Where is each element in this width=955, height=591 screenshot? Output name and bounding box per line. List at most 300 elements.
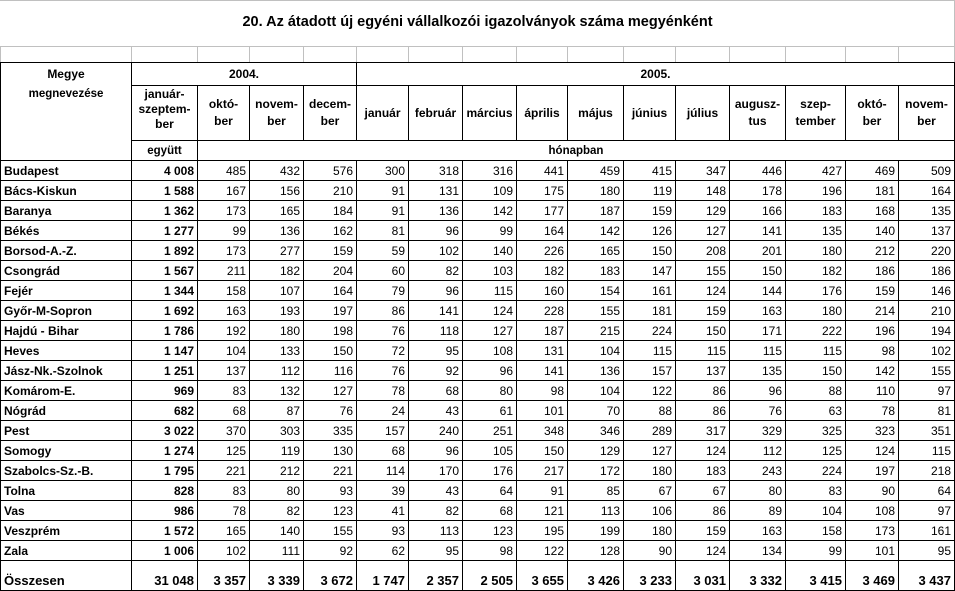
cell-value: 59 bbox=[357, 241, 409, 261]
cell-value: 348 bbox=[517, 421, 568, 441]
county-name: Vas bbox=[1, 501, 132, 521]
header-month-2005-6: július bbox=[676, 86, 730, 141]
cell-value: 177 bbox=[517, 201, 568, 221]
cell-value: 158 bbox=[786, 521, 846, 541]
county-name: Komárom-E. bbox=[1, 381, 132, 401]
cell-value: 160 bbox=[517, 281, 568, 301]
cell-value: 182 bbox=[517, 261, 568, 281]
table-row bbox=[1, 501, 955, 521]
table-row bbox=[1, 161, 955, 181]
spacer-cell bbox=[409, 561, 463, 572]
cell-value: 76 bbox=[357, 361, 409, 381]
summary-value: 3 426 bbox=[568, 571, 624, 591]
cell-value: 180 bbox=[568, 181, 624, 201]
summary-value: 3 672 bbox=[304, 571, 357, 591]
cell-value: 137 bbox=[676, 361, 730, 381]
county-total: 1 147 bbox=[132, 341, 198, 361]
cell-value: 163 bbox=[198, 301, 250, 321]
cell-value: 87 bbox=[250, 401, 304, 421]
cell-value: 150 bbox=[676, 321, 730, 341]
cell-value: 224 bbox=[786, 461, 846, 481]
cell-value: 70 bbox=[568, 401, 624, 421]
cell-value: 195 bbox=[517, 521, 568, 541]
cell-value: 323 bbox=[846, 421, 899, 441]
cell-value: 469 bbox=[846, 161, 899, 181]
cell-value: 432 bbox=[250, 161, 304, 181]
summary-value: 2 357 bbox=[409, 571, 463, 591]
cell-value: 125 bbox=[198, 441, 250, 461]
cell-value: 183 bbox=[676, 461, 730, 481]
cell-value: 150 bbox=[730, 261, 786, 281]
county-total: 1 588 bbox=[132, 181, 198, 201]
cell-value: 124 bbox=[676, 441, 730, 461]
cell-value: 104 bbox=[568, 341, 624, 361]
county-total: 1 692 bbox=[132, 301, 198, 321]
cell-value: 173 bbox=[198, 201, 250, 221]
cell-value: 78 bbox=[846, 401, 899, 421]
cell-value: 96 bbox=[409, 441, 463, 461]
cell-value: 222 bbox=[786, 321, 846, 341]
cell-value: 184 bbox=[304, 201, 357, 221]
cell-value: 197 bbox=[846, 461, 899, 481]
cell-value: 157 bbox=[624, 361, 676, 381]
spacer-cell bbox=[517, 561, 568, 572]
cell-value: 171 bbox=[730, 321, 786, 341]
cell-value: 509 bbox=[899, 161, 955, 181]
cell-value: 92 bbox=[409, 361, 463, 381]
cell-value: 106 bbox=[624, 501, 676, 521]
cell-value: 95 bbox=[409, 541, 463, 561]
summary-row bbox=[1, 571, 955, 591]
table-row bbox=[1, 241, 955, 261]
cell-value: 124 bbox=[676, 541, 730, 561]
cell-value: 176 bbox=[463, 461, 517, 481]
cell-value: 150 bbox=[304, 341, 357, 361]
table-row bbox=[1, 341, 955, 361]
cell-value: 182 bbox=[250, 261, 304, 281]
cell-value: 72 bbox=[357, 341, 409, 361]
county-name: Heves bbox=[1, 341, 132, 361]
county-name: Somogy bbox=[1, 441, 132, 461]
cell-value: 212 bbox=[846, 241, 899, 261]
cell-value: 64 bbox=[899, 481, 955, 501]
cell-value: 212 bbox=[250, 461, 304, 481]
table-row bbox=[1, 441, 955, 461]
cell-value: 168 bbox=[846, 201, 899, 221]
cell-value: 243 bbox=[730, 461, 786, 481]
county-name: Baranya bbox=[1, 201, 132, 221]
spacer-cell bbox=[198, 561, 250, 572]
cell-value: 208 bbox=[676, 241, 730, 261]
county-total: 1 362 bbox=[132, 201, 198, 221]
cell-value: 88 bbox=[624, 401, 676, 421]
cell-value: 115 bbox=[624, 341, 676, 361]
county-total: 828 bbox=[132, 481, 198, 501]
cell-value: 124 bbox=[846, 441, 899, 461]
summary-value: 1 747 bbox=[357, 571, 409, 591]
cell-value: 186 bbox=[899, 261, 955, 281]
cell-value: 193 bbox=[250, 301, 304, 321]
cell-value: 82 bbox=[409, 501, 463, 521]
county-name: Fejér bbox=[1, 281, 132, 301]
header-megnevezese: megnevezése bbox=[1, 86, 132, 141]
cell-value: 196 bbox=[846, 321, 899, 341]
header-month-2005-10: novem-ber bbox=[899, 86, 955, 141]
header-month-2005-5: június bbox=[624, 86, 676, 141]
cell-value: 180 bbox=[624, 521, 676, 541]
cell-value: 93 bbox=[304, 481, 357, 501]
cell-value: 277 bbox=[250, 241, 304, 261]
cell-value: 192 bbox=[198, 321, 250, 341]
cell-value: 108 bbox=[846, 501, 899, 521]
cell-value: 104 bbox=[568, 381, 624, 401]
cell-value: 217 bbox=[517, 461, 568, 481]
cell-value: 112 bbox=[250, 361, 304, 381]
cell-value: 83 bbox=[786, 481, 846, 501]
cell-value: 183 bbox=[786, 201, 846, 221]
cell-value: 156 bbox=[250, 181, 304, 201]
cell-value: 167 bbox=[198, 181, 250, 201]
cell-value: 81 bbox=[357, 221, 409, 241]
cell-value: 214 bbox=[846, 301, 899, 321]
cell-value: 154 bbox=[568, 281, 624, 301]
spacer-cell bbox=[304, 561, 357, 572]
table-row bbox=[1, 421, 955, 441]
cell-value: 346 bbox=[568, 421, 624, 441]
cell-value: 142 bbox=[846, 361, 899, 381]
cell-value: 150 bbox=[786, 361, 846, 381]
cell-value: 197 bbox=[304, 301, 357, 321]
cell-value: 93 bbox=[357, 521, 409, 541]
cell-value: 210 bbox=[304, 181, 357, 201]
cell-value: 39 bbox=[357, 481, 409, 501]
cell-value: 115 bbox=[899, 441, 955, 461]
cell-value: 95 bbox=[409, 341, 463, 361]
cell-value: 90 bbox=[846, 481, 899, 501]
county-total: 1 274 bbox=[132, 441, 198, 461]
cell-value: 370 bbox=[198, 421, 250, 441]
cell-value: 175 bbox=[517, 181, 568, 201]
cell-value: 172 bbox=[568, 461, 624, 481]
county-name: Pest bbox=[1, 421, 132, 441]
cell-value: 62 bbox=[357, 541, 409, 561]
cell-value: 325 bbox=[786, 421, 846, 441]
summary-value: 3 469 bbox=[846, 571, 899, 591]
cell-value: 86 bbox=[676, 401, 730, 421]
header-month-2005-9: októ-ber bbox=[846, 86, 899, 141]
table-row bbox=[1, 261, 955, 281]
cell-value: 187 bbox=[517, 321, 568, 341]
spacer-cell bbox=[132, 561, 198, 572]
cell-value: 96 bbox=[409, 221, 463, 241]
header-month-2005-7: augusz-tus bbox=[730, 86, 786, 141]
cell-value: 95 bbox=[899, 541, 955, 561]
cell-value: 118 bbox=[409, 321, 463, 341]
cell-value: 137 bbox=[899, 221, 955, 241]
cell-value: 441 bbox=[517, 161, 568, 181]
spacer-cell bbox=[899, 561, 955, 572]
county-total: 1 567 bbox=[132, 261, 198, 281]
cell-value: 24 bbox=[357, 401, 409, 421]
cell-value: 576 bbox=[304, 161, 357, 181]
county-total: 1 344 bbox=[132, 281, 198, 301]
cell-value: 130 bbox=[304, 441, 357, 461]
county-total: 986 bbox=[132, 501, 198, 521]
cell-value: 122 bbox=[517, 541, 568, 561]
cell-value: 79 bbox=[357, 281, 409, 301]
cell-value: 88 bbox=[786, 381, 846, 401]
cell-value: 163 bbox=[730, 521, 786, 541]
cell-value: 90 bbox=[624, 541, 676, 561]
cell-value: 101 bbox=[517, 401, 568, 421]
summary-value: 2 505 bbox=[463, 571, 517, 591]
cell-value: 113 bbox=[409, 521, 463, 541]
cell-value: 134 bbox=[730, 541, 786, 561]
cell-value: 176 bbox=[786, 281, 846, 301]
county-name: Tolna bbox=[1, 481, 132, 501]
cell-value: 67 bbox=[624, 481, 676, 501]
header-megye: Megye bbox=[1, 63, 132, 86]
summary-value: 3 332 bbox=[730, 571, 786, 591]
cell-value: 199 bbox=[568, 521, 624, 541]
cell-value: 129 bbox=[676, 201, 730, 221]
cell-value: 76 bbox=[730, 401, 786, 421]
cell-value: 162 bbox=[304, 221, 357, 241]
header-month-2005-1: február bbox=[409, 86, 463, 141]
cell-value: 446 bbox=[730, 161, 786, 181]
cell-value: 81 bbox=[899, 401, 955, 421]
page-title: 20. Az átadott új egyéni vállalkozói igazolványok száma megyénként bbox=[242, 14, 713, 30]
county-name: Veszprém bbox=[1, 521, 132, 541]
cell-value: 124 bbox=[463, 301, 517, 321]
cell-value: 127 bbox=[624, 441, 676, 461]
cell-value: 142 bbox=[463, 201, 517, 221]
cell-value: 165 bbox=[250, 201, 304, 221]
summary-value: 3 437 bbox=[899, 571, 955, 591]
cell-value: 83 bbox=[198, 381, 250, 401]
data-table bbox=[0, 62, 955, 591]
cell-value: 240 bbox=[409, 421, 463, 441]
cell-value: 150 bbox=[517, 441, 568, 461]
county-name: Békés bbox=[1, 221, 132, 241]
cell-value: 165 bbox=[198, 521, 250, 541]
cell-value: 329 bbox=[730, 421, 786, 441]
cell-value: 316 bbox=[463, 161, 517, 181]
cell-value: 68 bbox=[409, 381, 463, 401]
cell-value: 104 bbox=[786, 501, 846, 521]
cell-value: 155 bbox=[304, 521, 357, 541]
header-blank bbox=[1, 141, 132, 161]
cell-value: 82 bbox=[409, 261, 463, 281]
cell-value: 173 bbox=[846, 521, 899, 541]
cell-value: 86 bbox=[676, 501, 730, 521]
cell-value: 196 bbox=[786, 181, 846, 201]
cell-value: 125 bbox=[786, 441, 846, 461]
table-row bbox=[1, 381, 955, 401]
cell-value: 180 bbox=[250, 321, 304, 341]
cell-value: 124 bbox=[676, 281, 730, 301]
table-row bbox=[1, 281, 955, 301]
cell-value: 115 bbox=[676, 341, 730, 361]
cell-value: 102 bbox=[899, 341, 955, 361]
cell-value: 155 bbox=[899, 361, 955, 381]
cell-value: 115 bbox=[463, 281, 517, 301]
county-total: 1 006 bbox=[132, 541, 198, 561]
header-year-2004: 2004. bbox=[132, 63, 357, 86]
cell-value: 182 bbox=[786, 261, 846, 281]
cell-value: 102 bbox=[409, 241, 463, 261]
table-row bbox=[1, 221, 955, 241]
cell-value: 186 bbox=[846, 261, 899, 281]
cell-value: 144 bbox=[730, 281, 786, 301]
cell-value: 173 bbox=[198, 241, 250, 261]
spacer-cell bbox=[463, 561, 517, 572]
cell-value: 96 bbox=[409, 281, 463, 301]
county-total: 969 bbox=[132, 381, 198, 401]
cell-value: 178 bbox=[730, 181, 786, 201]
spacer-cell bbox=[676, 561, 730, 572]
header-month-2005-0: január bbox=[357, 86, 409, 141]
cell-value: 114 bbox=[357, 461, 409, 481]
cell-value: 215 bbox=[568, 321, 624, 341]
summary-label: Összesen bbox=[1, 571, 132, 591]
cell-value: 123 bbox=[304, 501, 357, 521]
cell-value: 228 bbox=[517, 301, 568, 321]
cell-value: 148 bbox=[676, 181, 730, 201]
header-egyutt: együtt bbox=[132, 141, 198, 161]
cell-value: 99 bbox=[198, 221, 250, 241]
cell-value: 76 bbox=[304, 401, 357, 421]
header-month-2005-4: május bbox=[568, 86, 624, 141]
cell-value: 136 bbox=[250, 221, 304, 241]
cell-value: 210 bbox=[899, 301, 955, 321]
spacer-cell bbox=[624, 561, 676, 572]
cell-value: 98 bbox=[517, 381, 568, 401]
cell-value: 155 bbox=[568, 301, 624, 321]
cell-value: 109 bbox=[463, 181, 517, 201]
county-total: 1 251 bbox=[132, 361, 198, 381]
county-name: Szabolcs-Sz.-B. bbox=[1, 461, 132, 481]
cell-value: 111 bbox=[250, 541, 304, 561]
summary-value: 3 415 bbox=[786, 571, 846, 591]
county-name: Csongrád bbox=[1, 261, 132, 281]
cell-value: 136 bbox=[409, 201, 463, 221]
cell-value: 78 bbox=[357, 381, 409, 401]
header-month-2005-8: szep-tember bbox=[786, 86, 846, 141]
cell-value: 60 bbox=[357, 261, 409, 281]
spacer-cell bbox=[250, 561, 304, 572]
spacer-cell bbox=[357, 561, 409, 572]
cell-value: 135 bbox=[730, 361, 786, 381]
cell-value: 181 bbox=[846, 181, 899, 201]
cell-value: 159 bbox=[676, 301, 730, 321]
cell-value: 68 bbox=[198, 401, 250, 421]
cell-value: 183 bbox=[568, 261, 624, 281]
cell-value: 180 bbox=[786, 241, 846, 261]
cell-value: 159 bbox=[304, 241, 357, 261]
table-row bbox=[1, 361, 955, 381]
cell-value: 157 bbox=[357, 421, 409, 441]
cell-value: 180 bbox=[624, 461, 676, 481]
cell-value: 110 bbox=[846, 381, 899, 401]
header-month-2004-0: októ-ber bbox=[198, 86, 250, 141]
cell-value: 180 bbox=[786, 301, 846, 321]
county-name: Budapest bbox=[1, 161, 132, 181]
cell-value: 119 bbox=[624, 181, 676, 201]
cell-value: 123 bbox=[463, 521, 517, 541]
cell-value: 115 bbox=[730, 341, 786, 361]
cell-value: 137 bbox=[198, 361, 250, 381]
county-name: Jász-Nk.-Szolnok bbox=[1, 361, 132, 381]
cell-value: 129 bbox=[568, 441, 624, 461]
cell-value: 122 bbox=[624, 381, 676, 401]
cell-value: 101 bbox=[846, 541, 899, 561]
cell-value: 142 bbox=[568, 221, 624, 241]
county-name: Bács-Kiskun bbox=[1, 181, 132, 201]
cell-value: 43 bbox=[409, 401, 463, 421]
cell-value: 201 bbox=[730, 241, 786, 261]
cell-value: 194 bbox=[899, 321, 955, 341]
county-name: Zala bbox=[1, 541, 132, 561]
header-month-2004-1: novem-ber bbox=[250, 86, 304, 141]
cell-value: 347 bbox=[676, 161, 730, 181]
cell-value: 220 bbox=[899, 241, 955, 261]
table-row bbox=[1, 201, 955, 221]
cell-value: 107 bbox=[250, 281, 304, 301]
cell-value: 102 bbox=[198, 541, 250, 561]
county-total: 1 892 bbox=[132, 241, 198, 261]
cell-value: 83 bbox=[198, 481, 250, 501]
cell-value: 415 bbox=[624, 161, 676, 181]
cell-value: 147 bbox=[624, 261, 676, 281]
cell-value: 108 bbox=[463, 341, 517, 361]
cell-value: 146 bbox=[899, 281, 955, 301]
cell-value: 251 bbox=[463, 421, 517, 441]
cell-value: 159 bbox=[624, 201, 676, 221]
county-total: 1 572 bbox=[132, 521, 198, 541]
cell-value: 158 bbox=[198, 281, 250, 301]
cell-value: 91 bbox=[357, 181, 409, 201]
summary-value: 3 655 bbox=[517, 571, 568, 591]
header-month-2005-3: április bbox=[517, 86, 568, 141]
header-year-2005: 2005. bbox=[357, 63, 955, 86]
table-row bbox=[1, 181, 955, 201]
cell-value: 119 bbox=[250, 441, 304, 461]
county-name: Borsod-A.-Z. bbox=[1, 241, 132, 261]
cell-value: 165 bbox=[568, 241, 624, 261]
county-name: Nógrád bbox=[1, 401, 132, 421]
cell-value: 131 bbox=[517, 341, 568, 361]
cell-value: 99 bbox=[786, 541, 846, 561]
cell-value: 135 bbox=[899, 201, 955, 221]
cell-value: 187 bbox=[568, 201, 624, 221]
cell-value: 427 bbox=[786, 161, 846, 181]
cell-value: 159 bbox=[676, 521, 730, 541]
cell-value: 76 bbox=[357, 321, 409, 341]
cell-value: 335 bbox=[304, 421, 357, 441]
cell-value: 105 bbox=[463, 441, 517, 461]
cell-value: 86 bbox=[357, 301, 409, 321]
cell-value: 127 bbox=[676, 221, 730, 241]
summary-value: 3 031 bbox=[676, 571, 730, 591]
header-month-2004-2: decem-ber bbox=[304, 86, 357, 141]
cell-value: 128 bbox=[568, 541, 624, 561]
cell-value: 127 bbox=[463, 321, 517, 341]
cell-value: 159 bbox=[846, 281, 899, 301]
spacer-cell bbox=[846, 561, 899, 572]
cell-value: 289 bbox=[624, 421, 676, 441]
cell-value: 63 bbox=[786, 401, 846, 421]
